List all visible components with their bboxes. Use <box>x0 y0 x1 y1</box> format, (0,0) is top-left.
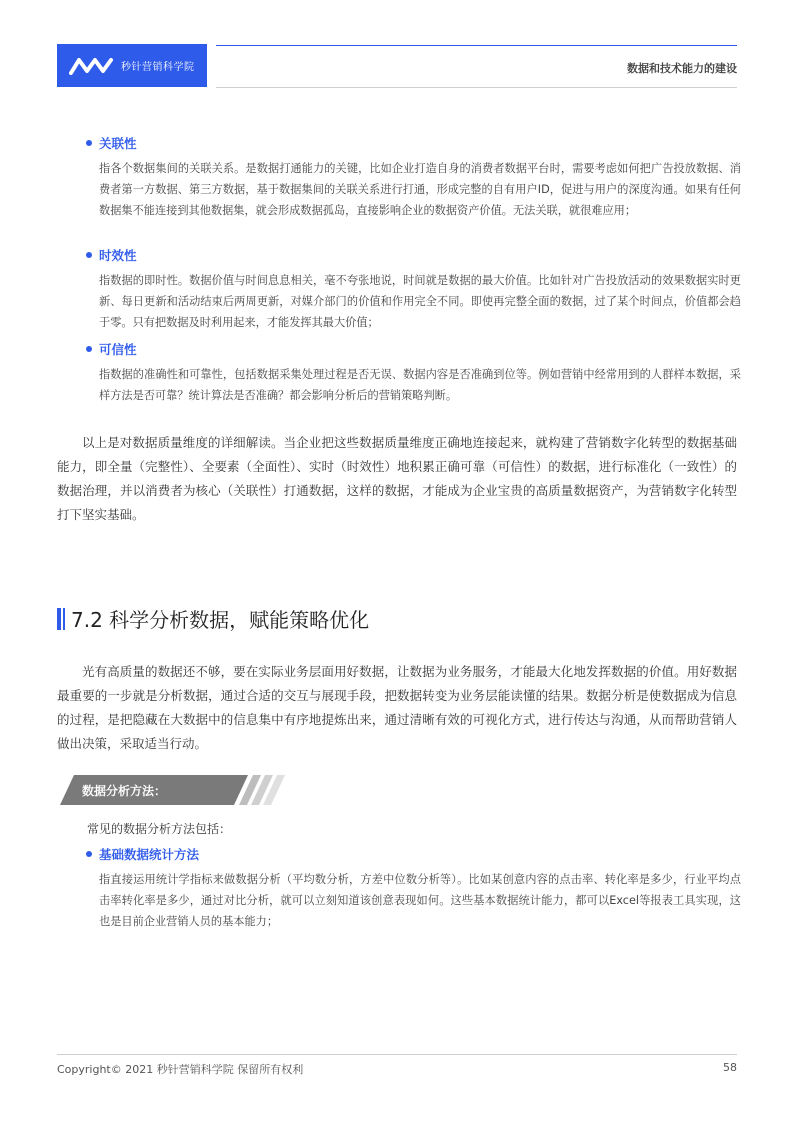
bullet-title: 时效性 <box>99 248 137 263</box>
bullet-dot-icon <box>86 252 92 258</box>
methods-tag <box>60 775 290 805</box>
chapter-title: 数据和技术能力的建设 <box>627 62 737 75</box>
section-title: 7.2 科学分析数据，赋能策略优化 <box>71 608 370 632</box>
bullet-body: 指数据的即时性。数据价值与时间息息相关，毫不夸张地说，时间就是数据的最大价值。比如针对广告投放活动的效果数据实时更新、每日更新和活动结束后两周更新，对媒介部门的价值和作用完全不同。即使再完整全面的数据，过了某个时间点，价值都会趋于零。只有把数据及时利用起来，才能发挥其最大价值； <box>99 274 741 329</box>
bullet-relevance <box>80 134 741 221</box>
heading-bar-icon <box>57 608 61 630</box>
page-number: 58 <box>723 1061 737 1074</box>
header-top-rule <box>216 45 737 46</box>
section-heading <box>57 604 369 633</box>
bullet-dot-icon <box>86 346 92 352</box>
header-bottom-rule <box>216 87 737 88</box>
logo-mark-icon <box>69 55 115 77</box>
copyright-text: Copyright© 2021 秒针营销科学院 保留所有权利 <box>57 1063 304 1076</box>
bullet-basic-statistics <box>80 845 741 932</box>
bullet-title: 可信性 <box>99 342 137 357</box>
footer-rule <box>57 1054 737 1055</box>
bullet-timeliness <box>80 246 741 333</box>
bullet-title: 基础数据统计方法 <box>99 847 200 862</box>
methods-intro: 常见的数据分析方法包括： <box>87 822 232 836</box>
heading-bar-icon <box>63 608 65 630</box>
bullet-title: 关联性 <box>99 136 137 151</box>
bullet-body: 指各个数据集间的关联关系。是数据打通能力的关键，比如企业打造自身的消费者数据平台时，需要考虑如何把广告投放数据、消费者第一方数据、第三方数据，基于数据集间的关联关系进行打通，形成完整的自有用户ID，促进与用户的深度沟通。如果有任何数据集不能连接到其他数据集，就会形成数据孤岛，直接影响企业的数据资产价值。无法关联，就很难应用； <box>99 162 741 217</box>
bullet-dot-icon <box>86 140 92 146</box>
bullet-body: 指数据的准确性和可靠性，包括数据采集处理过程是否无误、数据内容是否准确到位等。例如营销中经常用到的人群样本数据，采样方法是否可靠？统计算法是否准确？都会影响分析后的营销策略判断。 <box>99 368 741 402</box>
bullet-dot-icon <box>86 851 92 857</box>
bullet-credibility <box>80 340 741 406</box>
logo-text: 秒针营销科学院 <box>121 62 195 73</box>
bullet-body: 指直接运用统计学指标来做数据分析（平均数分析，方差中位数分析等）。比如某创意内容的点击率、转化率是多少，行业平均点击率转化率是多少，通过对比分析，就可以立刻知道该创意表现如何。这些基本数据统计能力，都可以Excel等报表工具实现，这也是目前企业营销人员的基本能力； <box>99 873 741 928</box>
tag-label: 数据分析方法： <box>82 784 167 798</box>
brand-logo <box>57 44 207 87</box>
section-intro: 光有高质量的数据还不够，要在实际业务层面用好数据，让数据为业务服务，才能最大化地发挥数据的价值。用好数据最重要的一步就是分析数据，通过合适的交互与展现手段，把数据转变为业务层能读懂的结果。数据分析是使数据成为信息的过程，是把隐藏在大数据中的信息集中有序地提炼出来，通过清晰有效的可视化方式，进行传达与沟通，从而帮助营销人做出决策，采取适当行动。 <box>57 664 737 751</box>
summary-paragraph: 以上是对数据质量维度的详细解读。当企业把这些数据质量维度正确地连接起来，就构建了营销数字化转型的数据基础能力，即全量（完整性）、全要素（全面性）、实时（时效性）地积累正确可靠（可信性）的数据，进行标准化（一致性）的数据治理，并以消费者为核心（关联性）打通数据，这样的数据，才能成为企业宝贵的高质量数据资产，为营销数字化转型打下坚实基础。 <box>57 435 737 522</box>
